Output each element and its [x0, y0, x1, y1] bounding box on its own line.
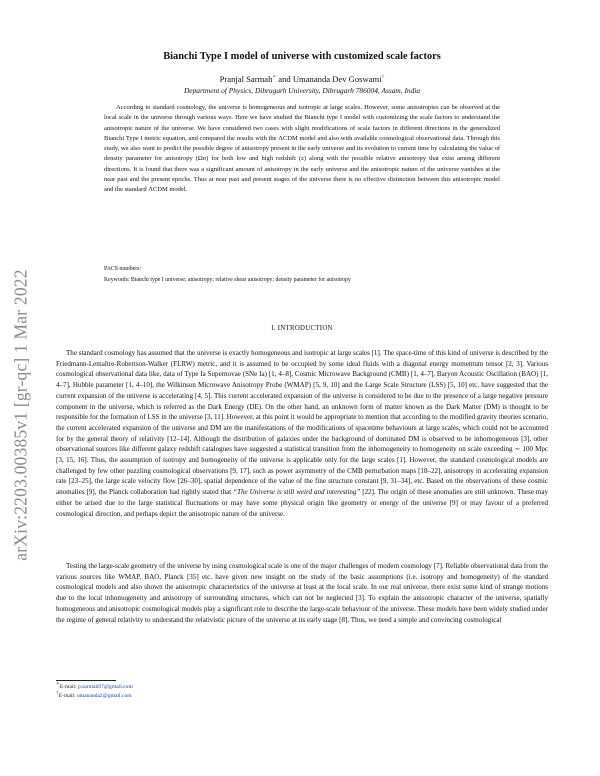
arxiv-id: arXiv:2203.00385v1 [gr-qc] 1 Mar 2022 [10, 269, 31, 561]
paper-title: Bianchi Type I model of universe with customized scale factors [163, 51, 441, 62]
footnote-rule [56, 680, 116, 681]
email-link-author-1[interactable]: p.sarmah97@gmail.com [77, 684, 133, 690]
author-2-footnote-mark[interactable]: † [381, 74, 385, 81]
footnote-2-label: E-mail: [58, 693, 77, 699]
intro-paragraph-1-text-b: [22]. The origin of these anomalies are still unknown. These may either be arised due to the large statistical fluctuations or may have some physical origin like geometry or energy of the universe [9] or may favour of a preferred cosmological direction, and perhaps depict the anisotropic nature of the universe. [56, 488, 549, 518]
footnote-2 [56, 690, 132, 699]
author-separator: and [276, 74, 293, 84]
intro-paragraph-1 [56, 348, 548, 519]
affiliation: Department of Physics, Dibrugarh University, Dibrugarh 786004, Assam, India [183, 86, 421, 95]
intro-paragraph-2: Testing the large-scale geometry of the universe by using cosmological scale is one of the major challenges of modern cosmology [7]. Reliable observational data from the various sources like WMAP, BAO, Planck [35] etc. have given new insight on the study of the basic assumptions (i.e. isotropy and homogeneity) of the standard cosmological models and also shown the anisotropic characteristics of the universe at least at the local scale. In our real universe, there exist some kind of strange motions due to the local inhomogeneity and anisotropy of surrounding structures, which can not be neglected [3]. To explain the anisotropic character of the universe, spatially homogeneous and anisotropic cosmological models play a significant role to describe the large-scale behaviour of the universe. These models have been widely studied under the regime of general relativity to understand the relativistic picture of the universe at its early stage [8]. Thus, we need a simple and convincing cosmological [56, 562, 548, 624]
footnote-1-mark: ∗ [56, 681, 60, 688]
planck-quote: “The Universe is still weird and interesting” [233, 488, 361, 497]
author-2: Umananda Dev Goswami [292, 74, 382, 84]
intro-paragraph-1-text-a: The standard cosmology has assumed that the universe is exactly homogeneous and isotropic at large scales [1]. The space-time of this kind of universe is described by the Friedmann-Lemaître-Robertson-Walker (FLRW) metric, and it is assumed to be occupied by some ideal fluids with a diagonal energy momentum tensor [2, 3]. Various cosmological observational data like, data of Type Ia Supernovae (SNe Ia) [1, 4–8], Cosmic Microwave Background (CMB) [1, 4–7], Baryon Acoustic Oscillation (BAO) [1, 4–7], Hubble parameter [1, 4–10], the Wilkinson Microwave Anisotropy Probe (WMAP) [5, 9, 10] and the Large Scale Structure (LSS) [5, 10] etc. have suggested that the current expansion of the universe is accelerating [4, 5]. This current accelerated expansion of the universe is considered to be due to the presence of a large negative pressure component in the universe, which is referred as the Dark Energy (DE). On the other hand, an unknown form of matter known as the Dark Matter (DM) is thought to be responsible for the formation of LSS in the universe [3, 11]. However, at this point it would be appropriate to mention that according to the modified gravity theories scenario, the current accelerated expansion of the universe and DM are the manifestations of the modifications of spacetime behaviours at large scales, which could not be accounted for by the general theory of relativity [12–14]. Although the distribution of galaxies under the background of dominated DM is observed to be inhomogeneous [3], other observational sources like different galaxy redshift catalogues have suggested a statistical transition from the inhomogeneity to homogeneity on scale exceeding ∼ 100 Mpc [3, 15, 16]. Thus, the assumption of isotropy and homogeneity of the universe is applicable only for the large scales [1]. However, the standard cosmological models are challenged by few other puzzling cosmological observations [9, 17], such as power asymmetry of the CMB perturbation maps [18–22], anisotropy in accelerating expansion rate [23–25], the large scale velocity flow [26–30], spatial dependence of the value of the fine structure constant [9, 31–34], etc. Based on the observations of these cosmic anomalies [9], the Planck collaboration had rightly stated that [56, 349, 548, 497]
author-1: Pranjal Sarmah [219, 74, 273, 84]
author-1-footnote-mark[interactable]: ∗ [272, 74, 277, 81]
email-link-author-2[interactable]: umananda2@gmail.com [76, 693, 132, 699]
arxiv-sidebar-stamp [6, 200, 36, 630]
keywords: Keywords: Bianchi type I universe; anisotropy; relative shear anisotropy; density parameter for anisotropy [104, 277, 351, 283]
pacs-numbers: PACS numbers: [104, 266, 141, 272]
footnote-1-label: E-mail: [59, 684, 78, 690]
footnote-2-mark: † [56, 690, 59, 697]
footnote-1 [56, 681, 133, 690]
abstract: According to standard cosmology, the universe is homogeneous and isotropic at large scales. However, some anisotropies can be observed at the local scale in the universe through various ways. Here we have studied the Bianchi type I model with customizing the scale factors to understand the anisotropic nature of the universe. We have considered two cases with slight modifications of scale factors in different directions in the generalized Bianchi Type I metric equation, and compared the results with the ΛCDM model and also with available cosmological observational data. Through this study, we also want to predict the possible degree of anisotropy present in the early universe and its evolution to current time by calculating the value of density parameter for anisotropy (Ωσ) for both low and high redshift (z) along with the possible relative anisotropy that exist among different directions. It is found that there was a significant amount of anisotropy in the early universe and the anisotropic nature of the universe vanishes at the near past and the present epochs. Thus at near past and present stages of the universe there is no effective distinction between this anisotropic model and the standard ΛCDM model. [104, 104, 500, 193]
section-heading-introduction: I. INTRODUCTION [271, 325, 333, 332]
author-line [56, 74, 548, 84]
